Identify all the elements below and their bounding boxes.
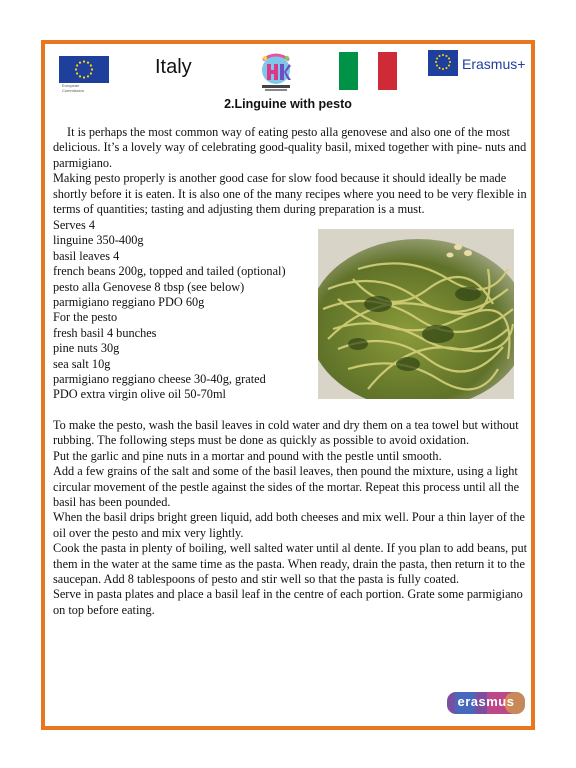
country-title: Italy [155,56,192,78]
ingredient-line: For the pesto [53,310,118,325]
italy-flag-icon [339,52,397,90]
ingredient-line: french beans 200g, topped and tailed (optional) [53,264,286,279]
intro-paragraph: Making pesto properly is another good case for slow food because it should ideally be made shortly before it is eaten. It is also one of the many recipes where you need to be very flexible in terms of quantities; tasting and adjusting them during preparation is a must. [53,171,527,217]
ingredient-line: Serves 4 [53,218,96,232]
eu-commission-logo [52,52,116,94]
ingredient-line: parmigiano reggiano cheese 30-40g, grated [53,372,266,387]
ingredient-line: fresh basil 4 bunches [53,325,157,340]
erasmus-badge-text: erasmus [457,694,515,709]
intro-paragraph: It is perhaps the most common way of eating pesto alla genovese and also one of the most delicious. It’s a lovely way of celebrating good-quality basil, mixed together with pine- nuts and parmigiano. [53,125,527,170]
method-paragraph: Add a few grains of the salt and some of the basil leaves, then pound the mixture, using a light circular movement of the pestle against the sides of the mortar. Repeat this process until all the basil has been pounded. [53,464,520,510]
ingredient-line: pine nuts 30g [53,341,120,356]
recipe-intro [53,125,533,217]
ingredients-list [53,218,313,403]
recipe-method [53,418,533,618]
method-paragraph: Cook the pasta in plenty of boiling, well salted water until al dente. If you plan to add beans, put them in the water at the same time as the pasta. When ready, drain the pasta, then return it to the saucepan. Add 8 tablespoons of pesto and stir well so that the pasta is fully coated. [53,541,528,587]
eu-caption: European Commission [62,83,85,93]
recipe-title: 2.Linguine with pesto [224,97,352,111]
method-paragraph: Put the garlic and pine nuts in a mortar and pound with the pestle until smooth. [53,448,442,463]
erasmus-badge-logo [447,690,525,716]
ingredient-line: PDO extra virgin olive oil 50-70ml [53,387,226,402]
ingredient-line: linguine 350-400g [53,233,144,248]
method-paragraph: Serve in pasta plates and place a basil leaf in the centre of each portion. Grate some parmigiano on top before eating. [53,587,523,617]
erasmus-plus-wordmark: Erasmus+ [462,56,526,72]
method-paragraph: To make the pesto, wash the basil leaves in cold water and dry them on a tea towel but without rubbing. The following steps must be done as quickly as possible to avoid oxidation. [53,418,519,448]
eu-flag-icon [59,56,109,83]
ingredient-line: pesto alla Genovese 8 tbsp (see below) [53,279,245,294]
hk-project-logo [257,52,295,94]
linguine-pesto-photo [318,229,514,399]
method-paragraph: When the basil drips bright green liquid, add both cheeses and mix well. Pour a thin layer of the oil over the pesto and mix very lightly. [53,510,525,540]
ingredient-line: basil leaves 4 [53,248,120,263]
ingredient-line: parmigiano reggiano PDO 60g [53,295,205,310]
erasmus-plus-logo [428,50,528,80]
ingredient-line: sea salt 10g [53,356,111,371]
eu-flag-icon [428,50,458,76]
